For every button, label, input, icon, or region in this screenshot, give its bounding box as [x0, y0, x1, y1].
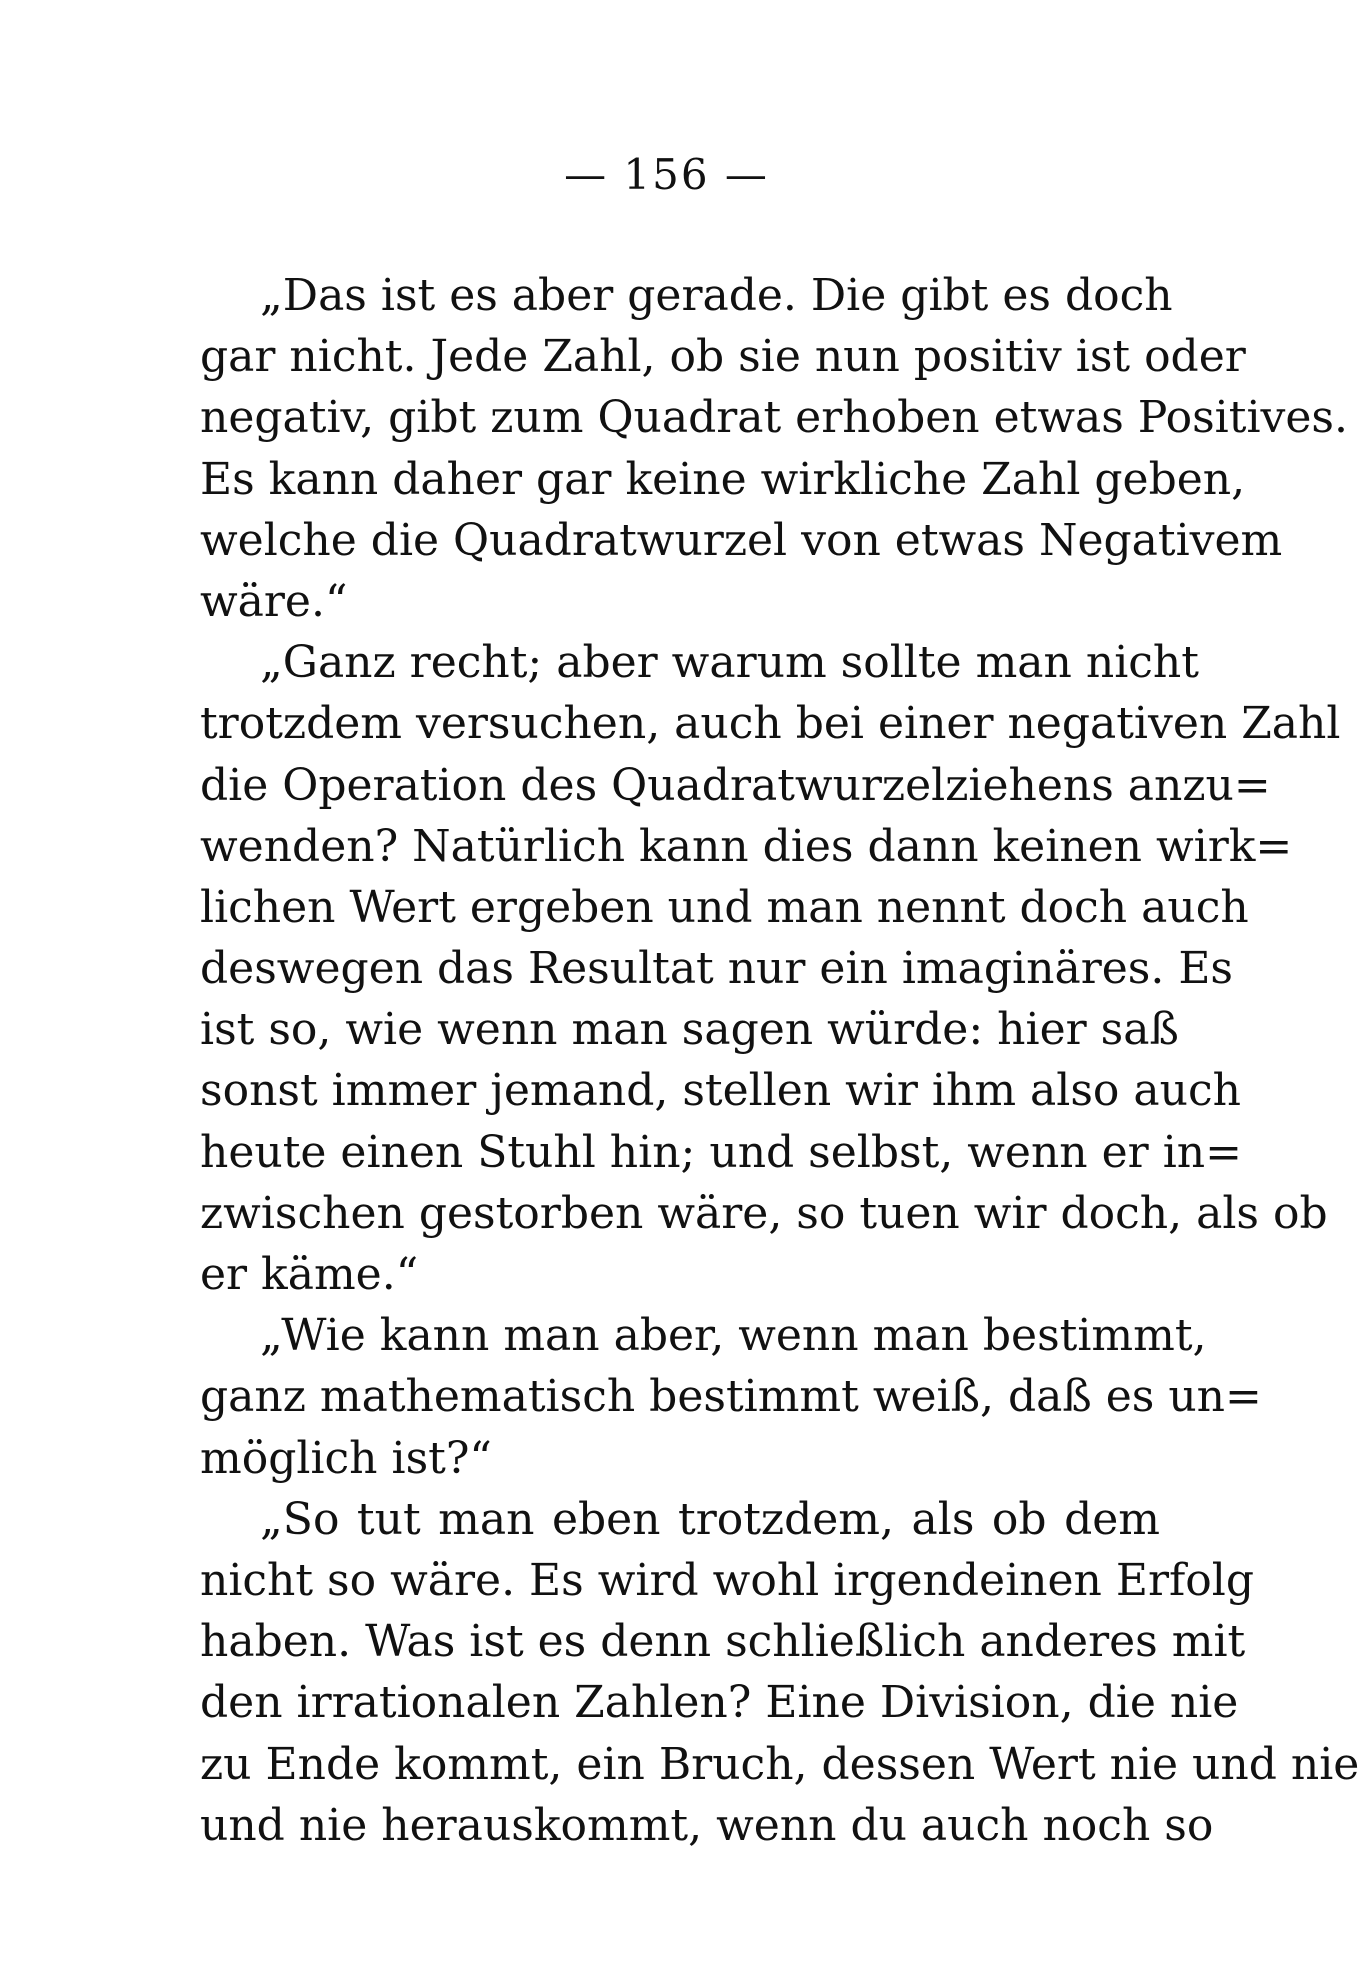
text-line: haben. Was ist es denn schließlich anderes mit: [200, 1616, 1246, 1668]
text-line: wenden? Natürlich kann dies dann keinen wirk=: [200, 820, 1293, 872]
text-line: „Das ist es aber gerade. Die gibt es doch: [260, 270, 1173, 321]
text-line: und nie herauskommt, wenn du auch noch so: [200, 1799, 1214, 1851]
body-text: [200, 265, 1359, 1856]
text-line: Es kann daher gar keine wirkliche Zahl geben,: [200, 453, 1246, 505]
text-line: zwischen gestorben wäre, so tuen wir doch, als ob: [200, 1187, 1328, 1239]
text-line: wäre.“: [200, 575, 348, 627]
text-line: welche die Quadratwurzel von etwas Negativem: [200, 514, 1283, 566]
text-line: gar nicht. Jede Zahl, ob sie nun positiv ist oder: [200, 331, 1246, 383]
text-line: er käme.“: [200, 1249, 419, 1300]
text-line: sonst immer jemand, stellen wir ihm also auch: [200, 1065, 1241, 1117]
text-line: möglich ist?“: [200, 1432, 492, 1484]
text-line: ist so, wie wenn man sagen würde: hier saß: [200, 1004, 1179, 1056]
text-line: ganz mathematisch bestimmt weiß, daß es un=: [200, 1371, 1262, 1423]
text-line: zu Ende kommt, ein Bruch, dessen Wert nie und nie: [200, 1738, 1359, 1790]
text-line: die Operation des Quadratwurzelziehens anzu=: [200, 759, 1271, 811]
page-number: — 156 —: [564, 150, 769, 199]
text-line: nicht so wäre. Es wird wohl irgendeinen Erfolg: [200, 1554, 1255, 1606]
text-line: den irrationalen Zahlen? Eine Division, die nie: [200, 1677, 1239, 1729]
text-line: „Wie kann man aber, wenn man bestimmt,: [260, 1310, 1207, 1362]
text-line: trotzdem versuchen, auch bei einer negativen Zahl: [200, 698, 1341, 750]
text-line: negativ, gibt zum Quadrat erhoben etwas Positives.: [200, 392, 1348, 444]
text-line: deswegen das Resultat nur ein imaginäres. Es: [200, 943, 1234, 995]
text-line: „So tut man eben trotzdem, als ob dem: [260, 1493, 1160, 1545]
text-line: heute einen Stuhl hin; und selbst, wenn er in=: [200, 1126, 1242, 1178]
text-line: lichen Wert ergeben und man nennt doch auch: [200, 881, 1249, 933]
text-line: „Ganz recht; aber warum sollte man nicht: [260, 637, 1199, 689]
